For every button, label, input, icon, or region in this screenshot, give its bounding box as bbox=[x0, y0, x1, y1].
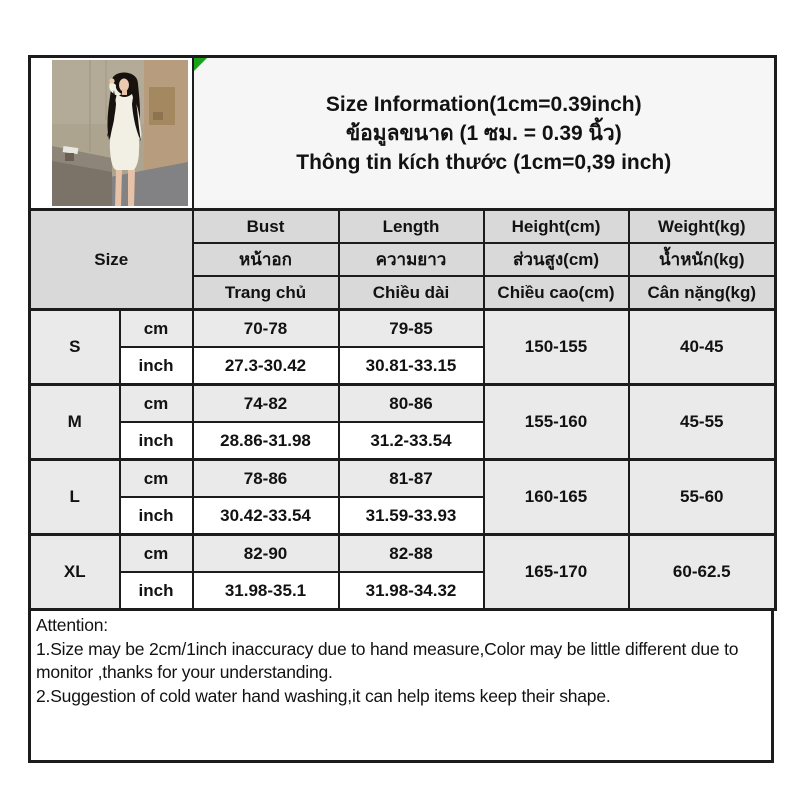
l-height: 160-165 bbox=[484, 460, 629, 535]
unit-inch: inch bbox=[120, 422, 193, 460]
xl-bust-inch: 31.98-35.1 bbox=[193, 572, 339, 610]
unit-cm: cm bbox=[120, 385, 193, 423]
xl-length-cm: 82-88 bbox=[339, 535, 484, 573]
unit-inch: inch bbox=[120, 497, 193, 535]
row-l-cm bbox=[30, 460, 776, 498]
header-weight-th: น้ำหนัก(kg) bbox=[629, 243, 776, 276]
unit-inch: inch bbox=[120, 572, 193, 610]
m-length-cm: 80-86 bbox=[339, 385, 484, 423]
header-length-vn: Chiều dài bbox=[339, 276, 484, 310]
size-corner-label: Size bbox=[30, 210, 193, 310]
size-label-xl: XL bbox=[30, 535, 120, 610]
product-photo bbox=[52, 60, 188, 206]
header-row-en bbox=[30, 210, 776, 244]
header-length-en: Length bbox=[339, 210, 484, 244]
attention-heading: Attention: bbox=[36, 615, 108, 635]
s-bust-inch: 27.3-30.42 bbox=[193, 347, 339, 385]
product-photo-illustration bbox=[52, 60, 188, 206]
s-weight: 40-45 bbox=[629, 310, 776, 385]
size-table bbox=[28, 55, 777, 611]
m-length-inch: 31.2-33.54 bbox=[339, 422, 484, 460]
header-height-en: Height(cm) bbox=[484, 210, 629, 244]
title-cell bbox=[193, 57, 776, 210]
header-weight-en: Weight(kg) bbox=[629, 210, 776, 244]
size-label-s: S bbox=[30, 310, 120, 385]
l-length-inch: 31.59-33.93 bbox=[339, 497, 484, 535]
product-photo-cell bbox=[30, 57, 193, 210]
row-m-cm bbox=[30, 385, 776, 423]
xl-length-inch: 31.98-34.32 bbox=[339, 572, 484, 610]
l-bust-inch: 30.42-33.54 bbox=[193, 497, 339, 535]
s-length-inch: 30.81-33.15 bbox=[339, 347, 484, 385]
s-length-cm: 79-85 bbox=[339, 310, 484, 348]
attention-box bbox=[28, 611, 774, 763]
header-bust-vn: Trang chủ bbox=[193, 276, 339, 310]
header-bust-th: หน้าอก bbox=[193, 243, 339, 276]
header-weight-vn: Cân nặng(kg) bbox=[629, 276, 776, 310]
m-weight: 45-55 bbox=[629, 385, 776, 460]
title-line-vn: Thông tin kích thước (1cm=0,39 inch) bbox=[296, 150, 672, 174]
size-label-m: M bbox=[30, 385, 120, 460]
title-row bbox=[30, 57, 776, 210]
green-corner-marker-icon bbox=[194, 58, 207, 71]
row-xl-cm bbox=[30, 535, 776, 573]
l-length-cm: 81-87 bbox=[339, 460, 484, 498]
size-label-l: L bbox=[30, 460, 120, 535]
header-height-vn: Chiều cao(cm) bbox=[484, 276, 629, 310]
s-height: 150-155 bbox=[484, 310, 629, 385]
s-bust-cm: 70-78 bbox=[193, 310, 339, 348]
xl-bust-cm: 82-90 bbox=[193, 535, 339, 573]
header-bust-en: Bust bbox=[193, 210, 339, 244]
xl-height: 165-170 bbox=[484, 535, 629, 610]
header-height-th: ส่วนสูง(cm) bbox=[484, 243, 629, 276]
m-height: 155-160 bbox=[484, 385, 629, 460]
row-s-cm bbox=[30, 310, 776, 348]
unit-cm: cm bbox=[120, 535, 193, 573]
l-weight: 55-60 bbox=[629, 460, 776, 535]
xl-weight: 60-62.5 bbox=[629, 535, 776, 610]
size-chart-sheet bbox=[28, 55, 774, 763]
unit-cm: cm bbox=[120, 310, 193, 348]
unit-inch: inch bbox=[120, 347, 193, 385]
attention-note-1: 1.Size may be 2cm/1inch inaccuracy due to hand measure,Color may be little different due to monitor ,thanks for your understanding. bbox=[36, 638, 739, 682]
header-length-th: ความยาว bbox=[339, 243, 484, 276]
m-bust-inch: 28.86-31.98 bbox=[193, 422, 339, 460]
title-line-en: Size Information(1cm=0.39inch) bbox=[325, 92, 642, 116]
m-bust-cm: 74-82 bbox=[193, 385, 339, 423]
l-bust-cm: 78-86 bbox=[193, 460, 339, 498]
unit-cm: cm bbox=[120, 460, 193, 498]
title-line-th: ข้อมูลขนาด (1 ซม. = 0.39 นิ้ว) bbox=[345, 121, 622, 145]
attention-note-2: 2.Suggestion of cold water hand washing,it can help items keep their shape. bbox=[36, 685, 611, 706]
